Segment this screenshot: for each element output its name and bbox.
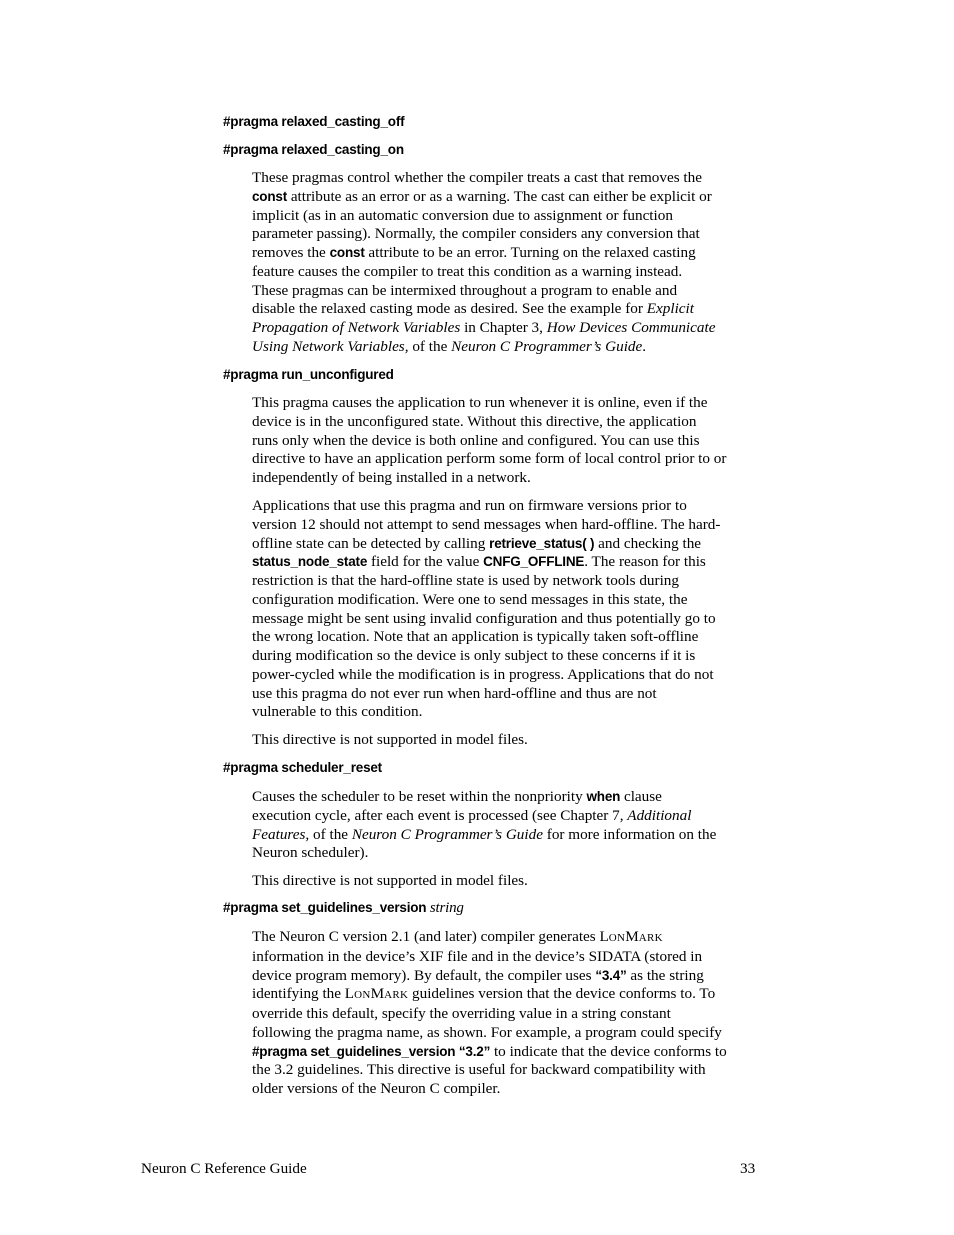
heading-relaxed-casting-on: #pragma relaxed_casting_on <box>223 142 404 157</box>
code-string-value: “3.4” <box>595 967 627 983</box>
text-line: to indicate that the device conforms to <box>490 1042 727 1060</box>
heading-relaxed-casting-off: #pragma relaxed_casting_off <box>223 114 405 129</box>
text-line: runs only when the device is both online and configured. You can use this <box>252 431 700 449</box>
page-number: 33 <box>740 1160 756 1177</box>
text-line: for more information on the <box>542 825 717 843</box>
small-caps: ARK <box>638 932 663 944</box>
paragraph-guidelines-version <box>252 928 820 1099</box>
text-line: following the pragma name, as shown. For example, a program could specify <box>252 1023 722 1041</box>
text-line: Neuron scheduler). <box>252 844 369 862</box>
text-line: execution cycle, after each event is processed (see Chapter 7, <box>252 806 628 824</box>
italic-reference: Neuron C Programmer’s Guide <box>451 337 643 355</box>
text-line: offline state can be detected by calling <box>252 534 490 552</box>
text-line: attribute to be an error. Turning on the relaxed casting <box>364 244 696 261</box>
italic-reference: Features, <box>252 825 310 843</box>
text-line: and checking the <box>594 534 702 552</box>
code-pragma-example: #pragma set_guidelines_version “3.2” <box>252 1043 491 1059</box>
code-when: when <box>586 789 621 804</box>
text-line: version 12 should not attempt to send messages when hard-offline. The hard- <box>252 515 721 533</box>
text-line: message might be sent using invalid configuration and thus potentially go to <box>252 609 716 627</box>
text-line: M <box>625 928 639 945</box>
text-line: of the <box>408 337 452 355</box>
text-line: These pragmas can be intermixed throughout a program to enable and <box>252 281 678 299</box>
heading-run-unconfigured: #pragma run_unconfigured <box>223 367 394 382</box>
code-status-node-state: status_node_state <box>252 554 368 570</box>
text-line: the wrong location. Note that an application is typically taken soft-offline <box>252 628 699 646</box>
paragraph-scheduler-reset <box>252 788 820 863</box>
italic-reference: Additional <box>627 806 692 824</box>
text-line: Causes the scheduler to be reset within the nonpriority <box>252 788 587 805</box>
paragraph-model-files-note-2 <box>252 872 820 891</box>
text-line: feature causes the compiler to treat this condition as a warning instead. <box>252 262 683 280</box>
paragraph-run-unconfigured <box>252 394 820 488</box>
text-line: of the <box>309 825 352 843</box>
text-line: removes the <box>252 244 330 261</box>
text-line: in Chapter 3, <box>460 319 547 336</box>
code-cnfg-offline: CNFG_OFFLINE <box>483 554 585 570</box>
text-line: parameter passing). Normally, the compiler considers any conversion that <box>252 225 700 243</box>
text-line: Applications that use this pragma and run on firmware versions prior to <box>252 497 687 514</box>
text-line: clause <box>620 788 662 805</box>
text-line: device is in the unconfigured state. Without this directive, the application <box>252 412 697 430</box>
heading-argument: string <box>429 900 464 916</box>
text-line: use this pragma do not ever run when hard-offline and thus are not <box>252 684 657 702</box>
text-line: override this default, specify the overriding value in a string constant <box>252 1005 671 1022</box>
text-line: guidelines version that the device conforms to. To <box>408 985 716 1003</box>
small-caps: ON <box>608 932 626 944</box>
italic-reference: How Devices Communicate <box>546 319 716 336</box>
text-line: This directive is not supported in model files. <box>252 731 528 748</box>
small-caps: ARK <box>384 989 409 1002</box>
text-line: field for the value <box>367 553 484 571</box>
text-line: attribute as an error or as a warning. The cast can either be explicit or <box>287 187 712 205</box>
paragraph-hard-offline <box>252 497 820 722</box>
text-line: . The reason for this <box>584 553 706 571</box>
paragraph-model-files-note <box>252 731 820 750</box>
code-const: const <box>252 188 288 204</box>
text-line: This directive is not supported in model files. <box>252 872 528 889</box>
text-line: device program memory). By default, the compiler uses <box>252 966 596 984</box>
heading-set-guidelines-version <box>223 900 464 917</box>
heading-scheduler-reset: #pragma scheduler_reset <box>223 760 382 775</box>
text-line: configuration modification. Were one to send messages in this state, the <box>252 590 688 608</box>
text-line: The Neuron C version 2.1 (and later) compiler generates L <box>252 928 609 945</box>
italic-reference: Propagation of Network Variables <box>252 319 461 336</box>
text-line: M <box>370 985 385 1003</box>
text-line: implicit (as in an automatic conversion due to assignment or function <box>252 206 673 224</box>
text-line: These pragmas control whether the compiler treats a cast that removes the <box>252 169 702 186</box>
text-line: the 3.2 guidelines. This directive is useful for backward compatibility with <box>252 1061 706 1079</box>
text-line: identifying the L <box>252 985 355 1003</box>
italic-reference: Neuron C Programmer’s Guide <box>351 825 543 843</box>
text-line: as the string <box>626 966 704 984</box>
footer-title: Neuron C Reference Guide <box>141 1160 307 1177</box>
italic-reference: Using Network Variables, <box>252 337 409 355</box>
text-line: older versions of the Neuron C compiler. <box>252 1080 501 1097</box>
small-caps: ON <box>354 989 371 1002</box>
text-line: information in the device’s XIF file and in the device’s SIDATA (stored in <box>252 947 703 965</box>
heading-text: #pragma set_guidelines_version <box>223 900 427 915</box>
text-line: during modification so the device is only subject to these concerns if it is <box>252 647 696 664</box>
text-line: This pragma causes the application to run whenever it is online, even if the <box>252 394 708 411</box>
text-line: . <box>642 337 647 355</box>
text-line: independently of being installed in a network. <box>252 469 531 486</box>
text-line: vulnerable to this condition. <box>252 703 423 721</box>
paragraph-relaxed-casting <box>252 169 820 357</box>
text-line: restriction is that the hard-offline state is used by network tools during <box>252 572 679 589</box>
code-retrieve-status: retrieve_status( ) <box>489 535 595 551</box>
text-line: disable the relaxed casting mode as desired. See the example for <box>252 300 647 318</box>
text-line: directive to have an application perform some form of local control prior to or <box>252 450 727 468</box>
code-const: const <box>329 245 365 260</box>
text-line: power-cycled while the modification is in progress. Applications that do not <box>252 665 714 683</box>
italic-reference: Explicit <box>646 300 694 318</box>
